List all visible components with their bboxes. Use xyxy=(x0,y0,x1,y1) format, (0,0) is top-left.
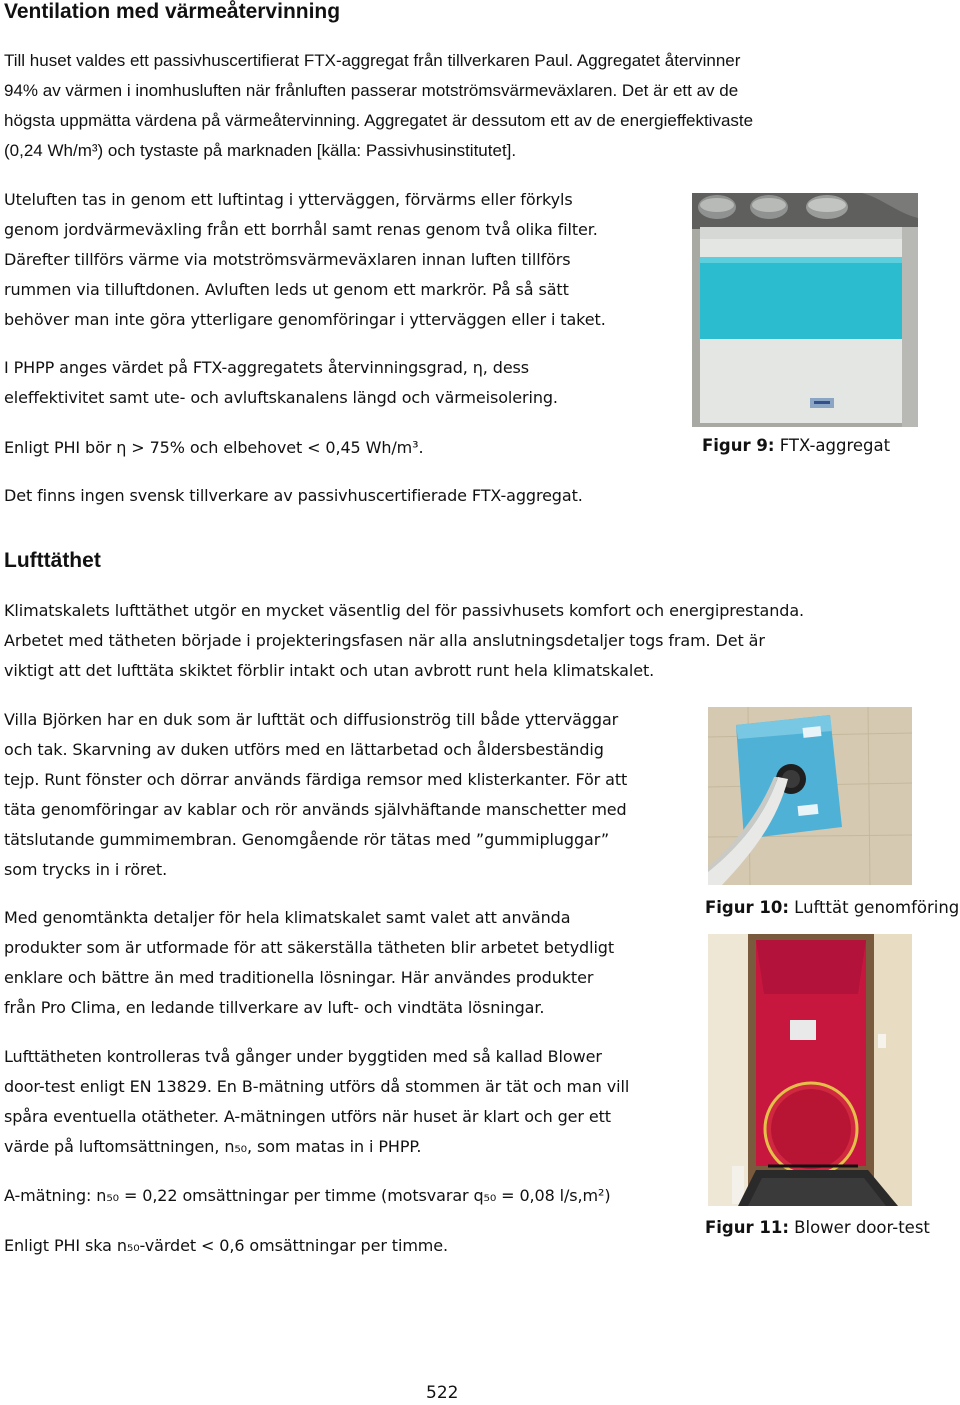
paragraph-air-intake xyxy=(4,185,684,335)
paragraph-details xyxy=(4,903,694,1023)
text-line: enklare och bättre än med traditionella lösningar. Här användes produkter xyxy=(4,968,594,987)
section-heading-ventilation: Ventilation med värmeåtervinning xyxy=(4,0,341,23)
text-line: Enligt PHI ska n₅₀-värdet < 0,6 omsättningar per timme. xyxy=(4,1236,449,1255)
text-line: värde på luftomsättningen, n₅₀, som matas in i PHPP. xyxy=(4,1137,422,1156)
text-line: Med genomtänkta detaljer för hela klimatskalet samt valet att använda xyxy=(4,908,571,927)
figure-label: Figur 9: xyxy=(702,436,775,455)
text-line: och tak. Skarvning av duken utförs med en lättarbetad och åldersbeständig xyxy=(4,740,604,759)
figure-10-caption xyxy=(705,898,959,917)
text-line: A-mätning: n₅₀ = 0,22 omsättningar per timme (motsvarar q₅₀ = 0,08 l/s,m²) xyxy=(4,1186,611,1205)
ftx-unit-photo xyxy=(692,193,918,427)
section-heading-airtightness: Lufttäthet xyxy=(4,549,101,572)
text-line: produkter som är utformade för att säkerställa tätheten blir arbetet betydligt xyxy=(4,938,615,957)
paragraph-phi-n50 xyxy=(4,1231,448,1261)
figure-text: Lufttät genomföring xyxy=(788,898,960,917)
paragraph-phi-requirement xyxy=(4,433,423,463)
text-line: spåra eventuella otätheter. A-mätningen utförs när huset är klart och ger ett xyxy=(4,1107,611,1126)
text-line: eleffektivitet samt ute- och avluftskanalens längd och värmeisolering. xyxy=(4,388,558,407)
text-line: 94% av värmen i inomhusluften när frånluften passerar motströmsvärmeväxlaren. Det är ett av de xyxy=(4,81,739,100)
text-line: Klimatskalets lufttäthet utgör en mycket väsentlig del för passivhusets komfort och energiprestanda. xyxy=(4,601,805,620)
text-line: door-test enligt EN 13829. En B-mätning utförs då stommen är tät och man vill xyxy=(4,1077,630,1096)
blower-door-photo xyxy=(708,934,912,1206)
paragraph-ftx-intro xyxy=(4,46,904,166)
paragraph-phpp xyxy=(4,353,684,413)
paragraph-airtightness-intro xyxy=(4,596,904,686)
text-line: genom jordvärmeväxling från ett borrhål samt renas genom två olika filter. xyxy=(4,220,598,239)
figure-text: Blower door-test xyxy=(788,1218,930,1237)
page-number: 522 xyxy=(426,1383,459,1403)
text-line: högsta uppmätta värdena på värmeåtervinning. Aggregatet är dessutom ett av de energieffektivaste xyxy=(4,111,754,130)
text-line: Uteluften tas in genom ett luftintag i ytterväggen, förvärms eller förkyls xyxy=(4,190,573,209)
text-line: från Pro Clima, en ledande tillverkare av luft- och vindtäta lösningar. xyxy=(4,998,545,1017)
text-line: Villa Björken har en duk som är lufttät och diffusionströg till både ytterväggar xyxy=(4,710,619,729)
text-line: Enligt PHI bör η > 75% och elbehovet < 0,45 Wh/m³. xyxy=(4,438,424,457)
figure-9-caption xyxy=(702,436,890,455)
figure-11-caption xyxy=(705,1218,930,1237)
paragraph-blower-door xyxy=(4,1042,694,1162)
airtight-penetration-photo xyxy=(708,707,912,885)
text-line: Lufttätheten kontrolleras två gånger under byggtiden med så kallad Blower xyxy=(4,1047,602,1066)
figure-text: FTX-aggregat xyxy=(774,436,891,455)
text-line: täta genomföringar av kablar och rör används självhäftande manschetter med xyxy=(4,800,627,819)
text-line: I PHPP anges värdet på FTX-aggregatets återvinningsgrad, η, dess xyxy=(4,358,530,377)
text-line: behöver man inte göra ytterligare genomföringar i ytterväggen eller i taket. xyxy=(4,310,606,329)
figure-label: Figur 10: xyxy=(705,898,789,917)
text-line: tejp. Runt fönster och dörrar används färdiga remsor med klisterkanter. För att xyxy=(4,770,628,789)
text-line: (0,24 Wh/m³) och tystaste på marknaden [källa: Passivhusinstitutet]. xyxy=(4,141,517,160)
text-line: rummen via tilluftdonen. Avluften leds ut genom ett markrör. På så sätt xyxy=(4,280,569,299)
text-line: som trycks in i röret. xyxy=(4,860,168,879)
text-line: Till huset valdes ett passivhuscertifierat FTX-aggregat från tillverkaren Paul. Aggregatet återvinner xyxy=(4,51,741,70)
paragraph-a-measurement xyxy=(4,1181,610,1211)
text-line: viktigt att det lufttäta skiktet förblir intakt och utan avbrott runt hela klimatskalet. xyxy=(4,661,655,680)
figure-label: Figur 11: xyxy=(705,1218,789,1237)
text-line: Därefter tillförs värme via motströmsvärmeväxlaren innan luften tillförs xyxy=(4,250,571,269)
paragraph-membrane xyxy=(4,705,694,885)
text-line: Det finns ingen svensk tillverkare av passivhuscertifierade FTX-aggregat. xyxy=(4,486,583,505)
text-line: Arbetet med tätheten började i projekteringsfasen när alla anslutningsdetaljer togs fram. Det är xyxy=(4,631,765,650)
paragraph-no-swedish-maker xyxy=(4,481,583,511)
text-line: tätslutande gummimembran. Genomgående rör tätas med ”gummipluggar” xyxy=(4,830,610,849)
